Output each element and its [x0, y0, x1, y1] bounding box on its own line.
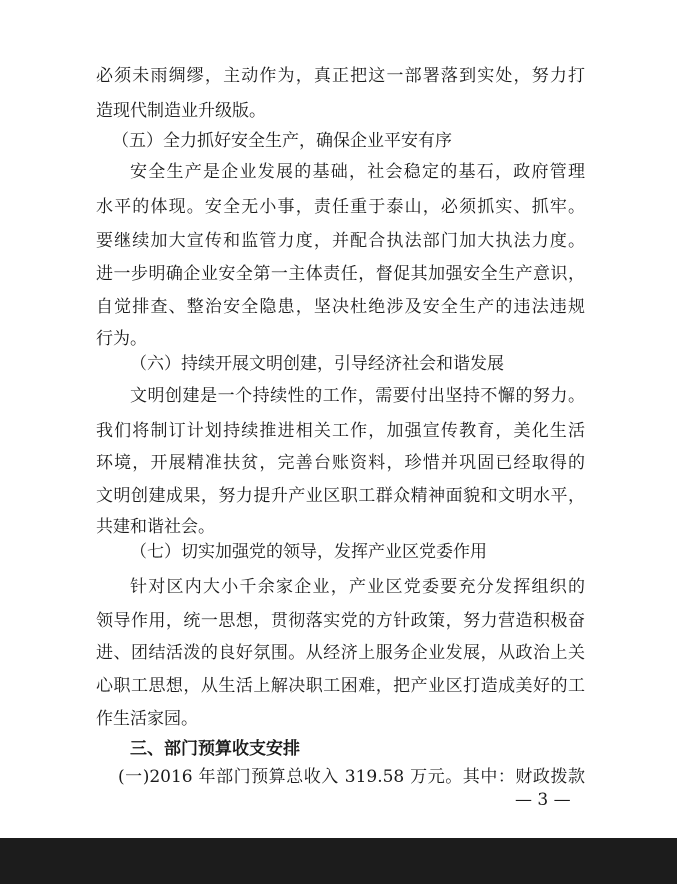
bottom-margin-strip	[0, 838, 677, 884]
body-text-line: 自觉排查、整治安全隐患，坚决杜绝涉及安全生产的违法违规	[96, 297, 585, 317]
body-text-line: 领导作用，统一思想，贯彻落实党的方针政策，努力营造积极奋	[96, 611, 585, 631]
body-text-line: 共建和谐社会。	[96, 517, 215, 537]
section-subheading: （七）切实加强党的领导，发挥产业区党委作用	[130, 542, 487, 562]
body-text-line: 我们将制订计划持续推进相关工作，加强宣传教育，美化生活	[96, 421, 585, 441]
body-text-line: 必须未雨绸缪，主动作为，真正把这一部署落到实处，努力打	[96, 66, 585, 86]
body-text-line: (一)2016 年部门预算总收入 319.58 万元。其中：财政拨款	[118, 767, 585, 787]
body-text-line: 作生活家园。	[96, 709, 198, 729]
body-text-line: 安全生产是企业发展的基础，社会稳定的基石，政府管理	[130, 162, 585, 182]
section-heading: 三、部门预算收支安排	[130, 739, 300, 759]
body-text-line: 文明创建是一个持续性的工作，需要付出坚持不懈的努力。	[130, 386, 585, 406]
page-number: — 3 —	[515, 790, 571, 810]
body-text-line: 进一步明确企业安全第一主体责任，督促其加强安全生产意识，	[96, 264, 585, 284]
body-text-line: 行为。	[96, 329, 147, 349]
body-text-line: 要继续加大宣传和监管力度，并配合执法部门加大执法力度。	[96, 231, 585, 251]
body-text-line: 文明创建成果，努力提升产业区职工群众精神面貌和文明水平，	[96, 486, 585, 506]
body-text-line: 环境，开展精准扶贫，完善台账资料，珍惜并巩固已经取得的	[96, 453, 585, 473]
body-text-line: 进、团结活泼的良好氛围。从经济上服务企业发展，从政治上关	[96, 643, 585, 663]
body-text-line: 水平的体现。安全无小事，责任重于泰山，必须抓实、抓牢。	[96, 197, 585, 217]
body-text-line: 造现代制造业升级版。	[96, 101, 266, 121]
section-subheading: （六）持续开展文明创建，引导经济社会和谐发展	[130, 354, 504, 374]
section-subheading: （五）全力抓好安全生产，确保企业平安有序	[112, 131, 452, 151]
body-text-line: 心职工思想，从生活上解决职工困难，把产业区打造成美好的工	[96, 676, 585, 696]
body-text-line: 针对区内大小千余家企业，产业区党委要充分发挥组织的	[130, 577, 585, 597]
